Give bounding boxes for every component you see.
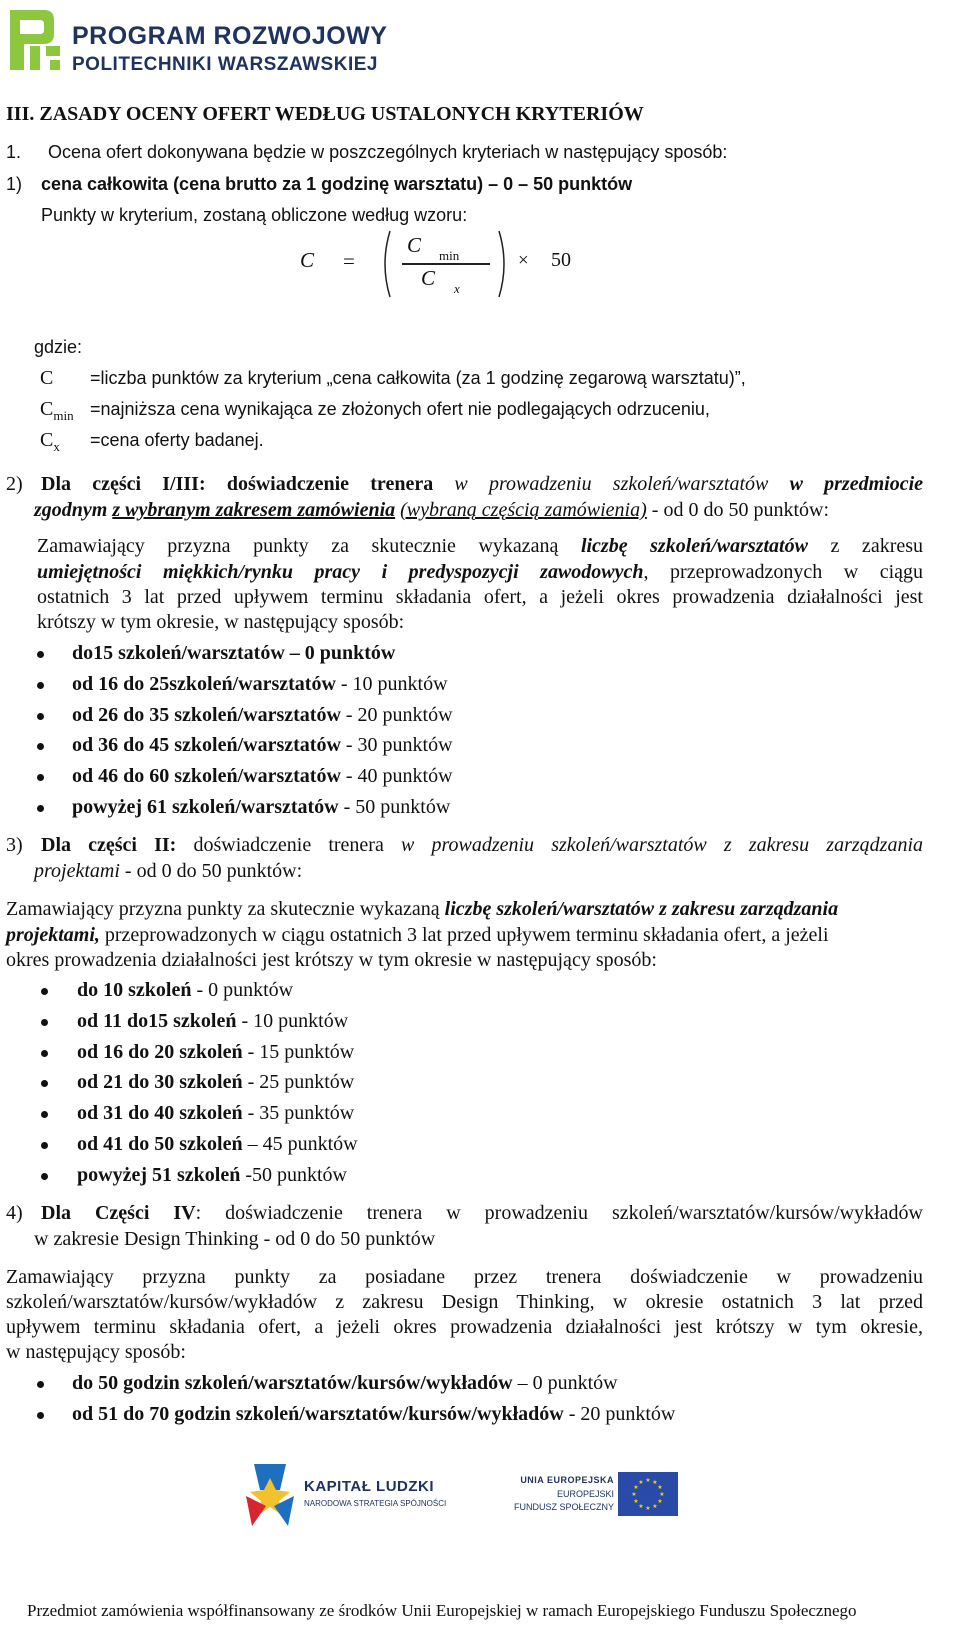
criterion-4-heading-line2: w zakresie Design Thinking - od 0 do 50 punktów [34, 1228, 436, 1250]
section-title: III. ZASADY OCENY OFERT WEDŁUG USTALONYCH KRYTERIÓW [6, 103, 644, 125]
c2-para-1c: z zakresu [830, 535, 924, 557]
c2-para-2b: , przeprowadzonych w ciągu [643, 561, 924, 583]
c3-bullet-7 [41, 1173, 48, 1180]
c4-item-1 [72, 1372, 618, 1395]
where-label: gdzie: [34, 337, 83, 357]
formula-times: × [518, 250, 529, 271]
svg-text:★: ★ [645, 1477, 651, 1484]
c3-item-3-rest: - 15 punktów [242, 1041, 355, 1063]
c2-item-3 [72, 704, 453, 727]
c3-item-4-bold: od 21 do 30 szkoleń [77, 1071, 243, 1093]
svg-text:★: ★ [638, 1479, 644, 1486]
c3-item-7-bold: powyżej 51 szkoleń [77, 1164, 241, 1186]
c3-item-3-bold: od 16 do 20 szkoleń [77, 1041, 243, 1063]
c3-item-5-rest: - 35 punktów [242, 1102, 355, 1124]
c3-item-4 [77, 1071, 354, 1094]
c3-item-4-rest: - 25 punktów [242, 1071, 355, 1093]
c3-item-7 [77, 1164, 347, 1187]
c4-item-1-bold: do 50 godzin szkoleń/warsztatów/kursów/wykładów [72, 1372, 513, 1394]
c4-item-1-rest: – 0 punktów [512, 1372, 618, 1394]
eu-line-1: UNIA EUROPEJSKA [520, 1475, 614, 1485]
logo-line-2: POLITECHNIKI WARSZAWSKIEJ [72, 54, 378, 75]
c2-item-6-bold: powyżej 61 szkoleń/warsztatów [72, 796, 339, 818]
c3-heading-italic: w prowadzeniu szkoleń/warsztatów z zakresu zarządzania [400, 834, 923, 856]
def-text-c: =liczba punktów za kryterium „cena całkowita (za 1 godzinę zegarową warsztatu)”, [90, 368, 746, 388]
c2-para-1b: liczbę szkoleń/warsztatów [580, 535, 808, 557]
c2-item-4 [72, 734, 453, 757]
right-paren [493, 229, 513, 299]
c2-item-4-bold: od 36 do 45 szkoleń/warsztatów [72, 734, 341, 756]
criterion-1-title: cena całkowita (cena brutto za 1 godzinę warsztatu) – 0 – 50 punktów [41, 174, 633, 194]
c2-item-6-rest: - 50 punktów [338, 796, 451, 818]
svg-text:★: ★ [652, 1479, 658, 1486]
c2-heading-bold: Dla części I/III: doświadczenie trenera [41, 473, 434, 495]
c4-bullet-1 [37, 1381, 44, 1388]
c3-para-line3: okres prowadzenia działalności jest krótszy w tym okresie w następujący sposób: [6, 949, 657, 971]
def-symbol-cmin-sub: min [53, 408, 74, 423]
c2-item-4-rest: - 30 punktów [340, 734, 453, 756]
c2-heading-part: (wybraną częścią zamówienia) [400, 499, 647, 521]
c2-heading-scope: z wybranym zakresem zamówienia [112, 499, 396, 521]
c3-bullet-3 [41, 1050, 48, 1057]
c4-bullet-2 [37, 1412, 44, 1419]
c4-item-2-rest: - 20 punktów [563, 1403, 676, 1425]
criterion-2-heading-line2 [34, 499, 829, 522]
criterion-4-number: 4) [6, 1202, 23, 1224]
logo-line-1: PROGRAM ROZWOJOWY [72, 22, 388, 50]
c4-para-line3: upływem terminu składania ofert, a jeżeli okres prowadzenia działalności jest krótszy w tym okresie, [6, 1316, 923, 1338]
c3-bullet-4 [41, 1080, 48, 1087]
kapital-ludzki-logo [246, 1460, 466, 1530]
svg-text:★: ★ [657, 1484, 663, 1491]
c3-item-6 [77, 1133, 358, 1156]
c3-para-2a: projektami, [6, 924, 100, 946]
c4-item-2-bold: od 51 do 70 godzin szkoleń/warsztatów/kursów/wykładów [72, 1403, 564, 1425]
c3-heading-projects: projektami [34, 860, 120, 882]
c3-item-1 [77, 979, 293, 1002]
kapital-ludzki-mark [246, 1460, 294, 1528]
c3-item-7-rest: -50 punktów [240, 1164, 347, 1186]
svg-text:★: ★ [659, 1491, 665, 1498]
criterion-3-heading-line1 [41, 834, 923, 857]
criterion-3-heading-line2 [34, 860, 302, 883]
formula-denominator-sub: x [454, 281, 460, 296]
c2-item-2 [72, 673, 448, 696]
svg-text:★: ★ [645, 1505, 651, 1512]
c2-item-2-rest: - 10 punktów [335, 673, 448, 695]
c2-para-line3: ostatnich 3 lat przed upływem terminu składania ofert, a jeżeli okres prowadzenia działalności jest [37, 586, 923, 608]
kapital-ludzki-subtitle: NARODOWA STRATEGIA SPÓJNOŚCI [304, 1499, 447, 1508]
c4-item-2 [72, 1403, 675, 1426]
svg-text:★: ★ [652, 1503, 658, 1510]
c4-para-line4: w następujący sposób: [6, 1341, 186, 1363]
svg-text:★: ★ [631, 1491, 637, 1498]
def-text-cmin: =najniższa cena wynikająca ze złożonych ofert nie podlegających odrzuceniu, [90, 399, 710, 419]
c3-item-6-bold: od 41 do 50 szkoleń [77, 1133, 243, 1155]
c4-heading-regular: : doświadczenie trenera w prowadzeniu szkoleń/warsztatów/kursów/wykładów [195, 1202, 923, 1224]
c2-item-5-bold: od 46 do 60 szkoleń/warsztatów [72, 765, 341, 787]
c3-item-5 [77, 1102, 354, 1125]
c2-item-5 [72, 765, 453, 788]
c2-bullet-6 [37, 805, 44, 812]
c2-item-1-bold: do15 szkoleń/warsztatów – 0 punktów [72, 642, 396, 664]
def-symbol-cx-sub: x [53, 439, 60, 454]
def-symbol-cx [40, 429, 60, 452]
formula-numerator: C [407, 233, 422, 257]
c3-item-5-bold: od 31 do 40 szkoleń [77, 1102, 243, 1124]
program-logo [6, 4, 406, 80]
c3-item-3 [77, 1041, 354, 1064]
c2-para-line4: krótszy w tym okresie, w następujący sposób: [37, 611, 405, 633]
criterion-4-heading-line1 [41, 1202, 923, 1225]
intro-text: Ocena ofert dokonywana będzie w poszczególnych kryteriach w następujący sposób: [48, 142, 728, 162]
c3-item-6-rest: – 45 punktów [242, 1133, 358, 1155]
c2-item-1 [72, 642, 395, 665]
c3-item-1-rest: - 0 punktów [191, 979, 294, 1001]
def-symbol-c-main: C [40, 367, 54, 389]
c3-bullet-1 [41, 988, 48, 995]
left-paren [376, 229, 396, 299]
c2-para-line1 [37, 535, 923, 558]
intro-number: 1. [6, 142, 22, 162]
c2-item-6 [72, 796, 450, 819]
program-logo-mark [6, 4, 66, 76]
def-symbol-cmin [40, 398, 74, 421]
c3-item-2-rest: - 10 punktów [236, 1010, 349, 1032]
def-symbol-cmin-main: C [40, 398, 54, 420]
c4-heading-bold: Dla Części IV [41, 1202, 196, 1224]
c3-para-1b: liczbę szkoleń/warsztatów z zakresu zarządzania [444, 898, 839, 920]
eu-line-3: FUNDUSZ SPOŁECZNY [513, 1502, 614, 1512]
formula-lhs: C [300, 248, 315, 272]
c2-bullet-4 [37, 743, 44, 750]
criterion-2-heading-line1 [41, 473, 923, 496]
c2-para-2a: umiejętności miękkich/rynku pracy i predyspozycji zawodowych [37, 561, 644, 583]
def-symbol-c [40, 367, 53, 390]
formula-equals: = [343, 249, 355, 273]
c2-bullet-2 [37, 682, 44, 689]
c2-heading-bold-italic: w przedmiocie [789, 473, 924, 495]
c3-para-1a: Zamawiający przyzna punkty za skutecznie wykazaną [6, 898, 445, 920]
formula-intro: Punkty w kryterium, zostaną obliczone według wzoru: [41, 205, 468, 225]
eu-line-2: EUROPEJSKI [556, 1489, 614, 1499]
formula-numerator-sub: min [439, 248, 460, 263]
c3-heading-bold: Dla części II: [41, 834, 177, 856]
formula-denominator: C [421, 266, 436, 290]
eu-logo [508, 1472, 678, 1522]
c4-para-line1: Zamawiający przyzna punkty za posiadane przez trenera doświadczenie w prowadzeniu [6, 1266, 923, 1288]
def-symbol-cx-main: C [40, 429, 54, 451]
c3-item-1-bold: do 10 szkoleń [77, 979, 192, 1001]
c3-heading-points: - od 0 do 50 punktów: [119, 860, 303, 882]
criterion-2-number: 2) [6, 473, 23, 495]
c3-bullet-2 [41, 1019, 48, 1026]
c3-item-2 [77, 1010, 348, 1033]
def-text-cx: =cena oferty badanej. [90, 430, 264, 450]
c3-para-line1 [6, 898, 838, 921]
svg-text:★: ★ [657, 1498, 663, 1505]
c4-para-line2: szkoleń/warsztatów/kursów/wykładów z zakresu Design Thinking, w okresie ostatnich 3 lat przed [6, 1291, 923, 1313]
c3-para-line2 [6, 924, 829, 947]
c3-para-2b: przeprowadzonych w ciągu ostatnich 3 lat przed upływem terminu składania ofert, a jeżeli [99, 924, 829, 946]
c2-bullet-1 [37, 651, 44, 658]
svg-text:★: ★ [633, 1484, 639, 1491]
eu-flag-icon [618, 1472, 678, 1516]
c3-heading-regular: doświadczenie trenera [176, 834, 401, 856]
criterion-3-number: 3) [6, 834, 23, 856]
c2-item-5-rest: - 40 punktów [340, 765, 453, 787]
footer-caption: Przedmiot zamówienia współfinansowany ze środków Unii Europejskiej w ramach Europejskiego Funduszu Społecznego [27, 1601, 857, 1620]
c3-bullet-6 [41, 1142, 48, 1149]
c2-para-1a: Zamawiający przyzna punkty za skutecznie wykazaną [37, 535, 559, 557]
c2-heading-points: - od 0 do 50 punktów: [646, 499, 829, 521]
formula-factor: 50 [551, 249, 571, 271]
criterion-1-number: 1) [6, 174, 23, 194]
svg-text:★: ★ [633, 1498, 639, 1505]
c2-item-3-bold: od 26 do 35 szkoleń/warsztatów [72, 704, 341, 726]
c2-bullet-5 [37, 774, 44, 781]
c2-heading-italic: w prowadzeniu szkoleń/warsztatów [454, 473, 769, 495]
c2-item-2-bold: od 16 do 25szkoleń/warsztatów [72, 673, 336, 695]
c2-heading-zgodnym: zgodnym [34, 499, 108, 521]
svg-text:★: ★ [638, 1503, 644, 1510]
c3-bullet-5 [41, 1111, 48, 1118]
kapital-ludzki-title: KAPITAŁ LUDZKI [304, 1478, 435, 1495]
score-formula [290, 226, 600, 302]
c2-item-3-rest: - 20 punktów [340, 704, 453, 726]
c2-bullet-3 [37, 713, 44, 720]
c3-item-2-bold: od 11 do15 szkoleń [77, 1010, 237, 1032]
fraction-bar [402, 263, 490, 265]
c2-para-line2 [37, 561, 923, 584]
